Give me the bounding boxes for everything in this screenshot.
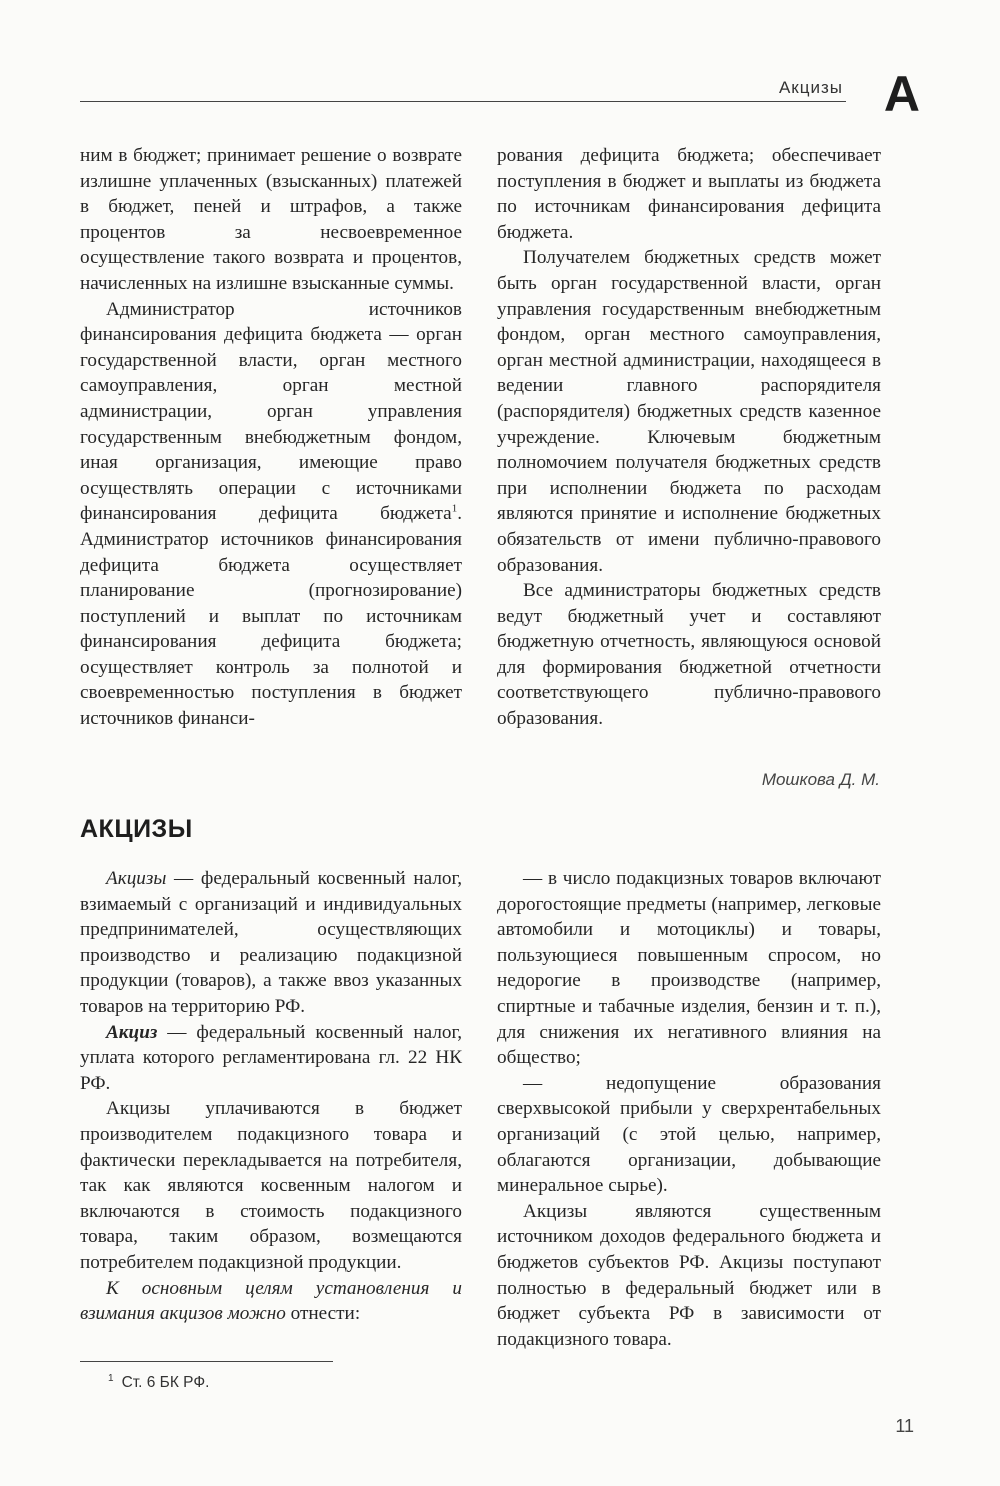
footnote-rule [80, 1361, 333, 1362]
paragraph: ним в бюджет; принимает решение о возврате излишне уплаченных (взысканных) платежей в бюджет, пеней и штрафов, а также процентов за несвоевременное осуществление такого возврата и процентов, начисленных на излишне взысканные суммы. [80, 145, 462, 294]
footnote: $^1$ Ст. 6 БК РФ. [108, 1372, 210, 1391]
running-title: Акцизы [778, 78, 843, 97]
paragraph: Акцизы — федеральный косвенный налог, взимаемый с организаций и индивидуальных предпринимателей, осуществляющих производство и реализацию подакцизной продукции (товаров), а также ввоз указанных товаров на территорию РФ. [80, 868, 462, 1017]
page-number: 11 [895, 1416, 914, 1436]
term: Акцизы [106, 868, 167, 889]
list-item: — в число подакцизных товаров включают дорогостоящие предметы (например, легковые автомобили и мотоциклы) и товары, пользующиеся повышенным спросом, но недорогие в производстве (например, спиртные и табачные изделия, бензин и т. п.), для снижения их негативного влияния на общество; [497, 868, 881, 1069]
paragraph: Акцизы уплачиваются в бюджет производителем подакцизного товара и фактически перекладывается на потребителя, так как являются косвенным налогом и включаются в стоимость подакцизного товара, таким образом, возмещаются потребителем подакцизной продукции. [80, 1098, 462, 1273]
paragraph: рования дефицита бюджета; обеспечивает поступления в бюджет и выплаты из бюджета по источникам финансирования дефицита бюджета. [497, 145, 881, 243]
section-column-right [497, 866, 881, 1352]
paragraph: Акциз — федеральный косвенный налог, уплата которого регламентирована гл. 22 НК РФ. [80, 1021, 462, 1094]
section-column-left [80, 866, 462, 1327]
paragraph: Получателем бюджетных средств может быть орган государственной власти, орган управления государственным внебюджетным фондом, орган местного самоуправления, орган местной администрации, находящееся в ведении главного распорядителя (распорядителя) бюджетных средств казенное учреждение. Ключевым бюджетным полномочием получателя бюджетных средств при исполнении бюджета по расходам являются принятие и исполнение бюджетных обязательств от имени публично-правового образования. [497, 247, 881, 576]
paragraph: К основным целям установления и взимания акцизов можно отнести: [80, 1277, 462, 1325]
list-item: — недопущение образования сверхвысокой прибыли у сверхрентабельных организаций (с этой целью, например, облагаются организации, добывающие минеральное сырье). [497, 1072, 881, 1197]
footnote-mark: 1 [108, 1372, 114, 1384]
top-column-left [80, 143, 462, 732]
section-letter: А [883, 66, 920, 122]
term: Акциз [106, 1021, 158, 1043]
footnote-ref: 1 [451, 502, 458, 515]
paragraph: Акцизы являются существенным источником доходов федерального бюджета и бюджетов субъектов РФ. Акцизы поступают полностью в федеральный бюджет или в бюджет субъекта РФ в зависимости от подакцизного товара. [497, 1200, 881, 1350]
header-rule [80, 101, 846, 102]
top-column-right [497, 143, 881, 732]
paragraph: Все администраторы бюджетных средств ведут бюджетный учет и составляют бюджетную отчетность, являющуюся основой для формирования бюджетной отчетности соответствующего публично-правового образования. [497, 580, 881, 730]
section-heading: АКЦИЗЫ [80, 815, 193, 843]
author-signature: Мошкова Д. М. [761, 770, 880, 789]
paragraph: Администратор источников финансирования дефицита бюджета — орган государственной власти, орган местного самоуправления, орган местной администрации, орган управления государственным внебюджетным фондом, иная организация, имеющие право осуществлять операции с источниками финансирования дефицита бюджета$^1$. Администратор источников финансирования дефицита бюджета осуществляет планирование (прогнозирование) поступлений и выплат по источникам финансирования дефицита бюджета; осуществляет контроль за полнотой и своевременностью поступления в бюджет источников финанси- [80, 298, 462, 730]
